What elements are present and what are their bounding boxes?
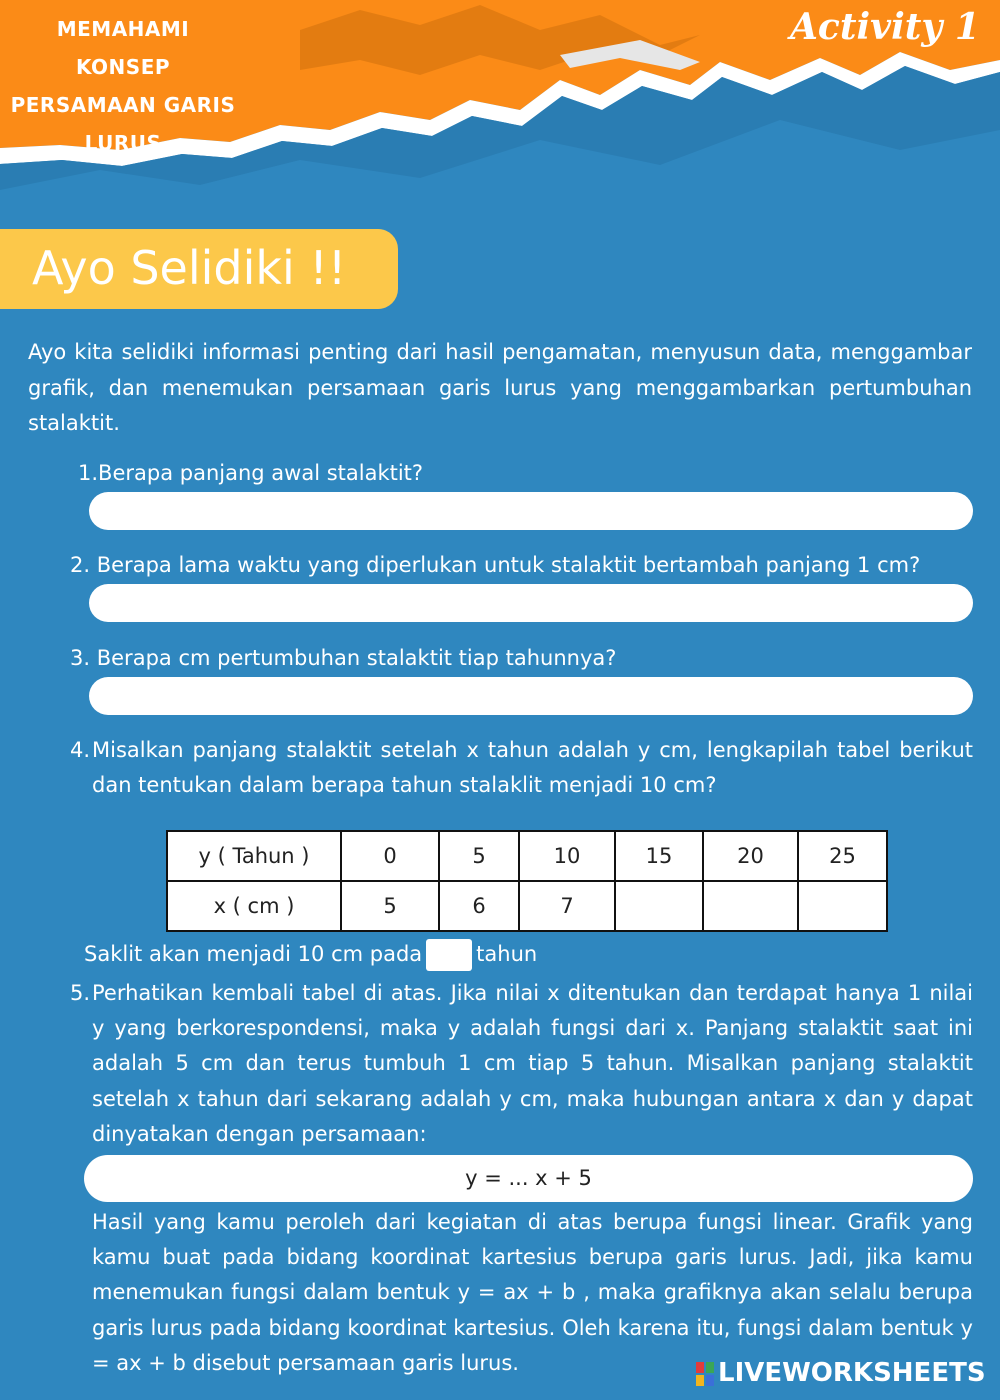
activity-label: Activity 1: [790, 6, 980, 48]
question-2: [70, 548, 920, 583]
banner-label: Ayo Selidiki !!: [32, 241, 347, 295]
table-cell: 6: [439, 881, 519, 931]
saklit-before: Saklit akan menjadi 10 cm pada: [84, 942, 423, 966]
growth-table: [166, 830, 888, 932]
table-cell: 5: [341, 881, 439, 931]
intro-paragraph: Ayo kita selidiki informasi penting dari hasil pengamatan, menyusun data, menggambar grafik, dan menemukan persamaan garis lurus yang menggambarkan pertumbuhan stalaktit.: [28, 340, 972, 435]
question-number: 3.: [70, 646, 91, 670]
table-input-cell[interactable]: [615, 881, 703, 931]
years-answer-field[interactable]: [426, 939, 472, 971]
row-header: y ( Tahun ): [167, 831, 341, 881]
table-row: [167, 831, 887, 881]
topic-line-3: LURUS: [84, 131, 162, 155]
equation-field[interactable]: y = ... x + 5: [84, 1155, 973, 1202]
saklit-after: tahun: [476, 942, 538, 966]
topic-line-2: PERSAMAAN GARIS: [10, 93, 236, 117]
worksheet-topic-title: [8, 10, 238, 162]
question-3: [70, 641, 616, 676]
question-4-number: 4.: [70, 738, 91, 762]
question-5-text: Perhatikan kembali tabel di atas. Jika nilai x ditentukan dan terdapat hanya 1 nilai y yang berkorespondensi, maka y adalah fungsi dari x. Panjang stalaktit saat ini adalah 5 cm dan terus tumbuh 1 cm tiap 5 tahun. Misalkan panjang stalaktit setelah x tahun dari sekarang adalah y cm, maka hubungan antara x dan y dapat dinyatakan dengan persamaan:: [92, 981, 973, 1146]
liveworksheets-logo-icon: [696, 1362, 714, 1386]
question-1: [78, 456, 423, 491]
watermark-text: LIVEWORKSHEETS: [718, 1358, 986, 1388]
conclusion-paragraph: Hasil yang kamu peroleh dari kegiatan di atas berupa fungsi linear. Grafik yang kamu buat pada bidang koordinat kartesius berupa garis lurus. Jadi, jika kamu menemukan fungsi dalam bentuk y = ax + b , maka grafiknya akan selalu berupa garis lurus pada bidang koordinat kartesius. Oleh karena itu, fungsi dalam bentuk y = ax + b disebut persamaan garis lurus.: [92, 1210, 973, 1375]
section-banner: [0, 229, 398, 309]
question-text: Berapa panjang awal stalaktit?: [98, 461, 424, 485]
table-cell: 25: [798, 831, 887, 881]
question-number: 2.: [70, 553, 91, 577]
saklit-sentence: [84, 937, 537, 972]
question-text: Berapa lama waktu yang diperlukan untuk stalaktit bertambah panjang 1 cm?: [96, 553, 921, 577]
table-cell: 5: [439, 831, 519, 881]
topic-line-1: MEMAHAMI KONSEP: [56, 17, 190, 79]
table-input-cell[interactable]: [798, 881, 887, 931]
answer-field-1[interactable]: [89, 492, 973, 530]
table-row: [167, 881, 887, 931]
answer-field-2[interactable]: [89, 584, 973, 622]
table-cell: 20: [703, 831, 798, 881]
table-cell: 0: [341, 831, 439, 881]
question-number: 1.: [78, 461, 99, 485]
answer-field-3[interactable]: [89, 677, 973, 715]
question-4-text: Misalkan panjang stalaktit setelah x tahun adalah y cm, lengkapilah tabel berikut dan tentukan dalam berapa tahun stalaklit menjadi 10 cm?: [92, 738, 973, 798]
table-cell: 15: [615, 831, 703, 881]
table-cell: 7: [519, 881, 615, 931]
table-cell: 10: [519, 831, 615, 881]
question-text: Berapa cm pertumbuhan stalaktit tiap tahunnya?: [96, 646, 617, 670]
question-5-number: 5.: [70, 981, 91, 1005]
row-header: x ( cm ): [167, 881, 341, 931]
liveworksheets-watermark: [696, 1358, 986, 1392]
table-input-cell[interactable]: [703, 881, 798, 931]
